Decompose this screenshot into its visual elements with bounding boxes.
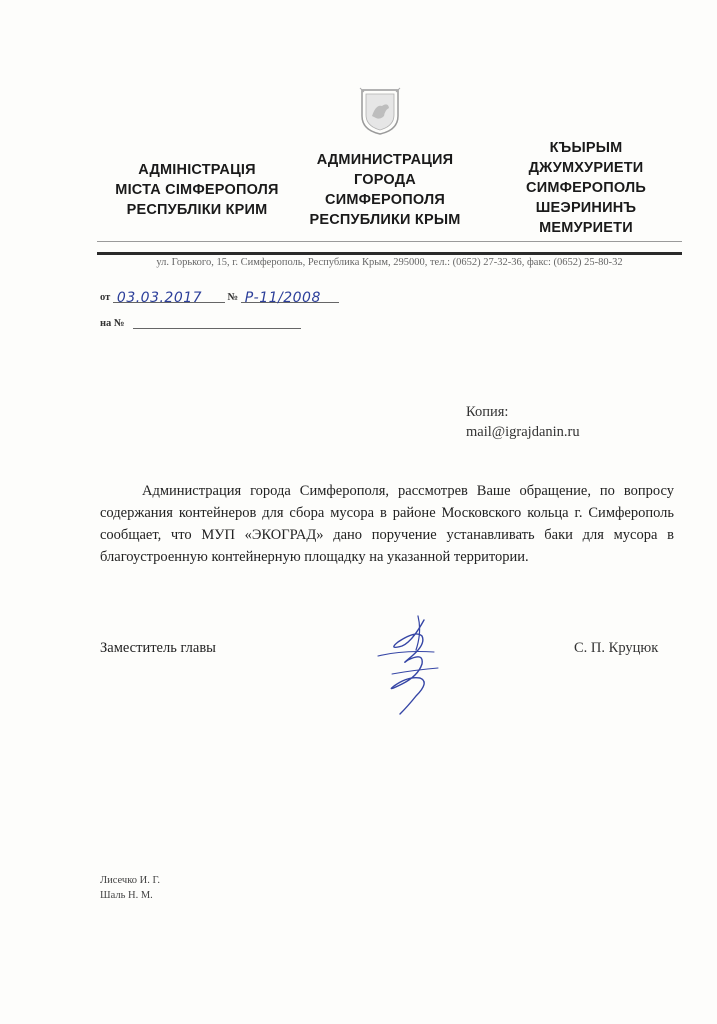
coat-of-arms-emblem (358, 86, 402, 136)
address-line: ул. Горького, 15, г. Симферополь, Республика Крым, 295000, тел.: (0652) 27-32-36, факс: (0652) 25-80-32 (156, 257, 623, 268)
header-crimean-tatar: КЪЫРЫМ ДЖУМХУРИЕТИ СИМФЕРОПОЛЬ ШЕЭРИНИНЪ МЕМУРИЕТИ (526, 140, 646, 236)
signatory-title: Заместитель главы (100, 640, 216, 656)
header-ukrainian: АДМІНІСТРАЦІЯ МІСТА СІМФЕРОПОЛЯ РЕСПУБЛІКИ КРИМ (115, 162, 279, 218)
date-field (113, 288, 225, 306)
number-label: № (227, 292, 239, 303)
header-divider-thin (97, 241, 682, 242)
header-russian: АДМИНИСТРАЦИЯ ГОРОДА СИМФЕРОПОЛЯ РЕСПУБЛИКИ КРЫМ (309, 152, 461, 228)
number-field (241, 288, 339, 306)
handwritten-number: Р-11/2008 (244, 290, 321, 306)
handwritten-date: 03.03.2017 (116, 290, 203, 306)
signatory-name: С. П. Круцюк (574, 640, 659, 656)
to-label: на № (100, 318, 125, 329)
handwritten-signature (372, 612, 452, 720)
letter-body: Администрация города Симферополя, рассмотрев Ваше обращение, по вопросу содержания контейнеров для сбора мусора в районе Московского кольца г. Симферополь сообщает, что МУП «ЭКОГРАД» дано поручение устанавливать баки для мусора в благоустроенную контейнерную площадку на указанной территории. (100, 483, 674, 565)
header-divider-thick (97, 252, 682, 255)
executor-1: Лисечко И. Г. (100, 875, 160, 886)
incoming-number-field (133, 314, 301, 329)
executors-list (100, 873, 160, 903)
copy-label: Копия: (466, 404, 509, 420)
from-label: от (100, 292, 111, 303)
copy-email: mail@igrajdanin.ru (466, 424, 580, 440)
copy-recipient (466, 402, 580, 442)
incoming-reference (100, 314, 301, 329)
executor-2: Шаль Н. М. (100, 890, 153, 901)
outgoing-reference (100, 288, 339, 306)
